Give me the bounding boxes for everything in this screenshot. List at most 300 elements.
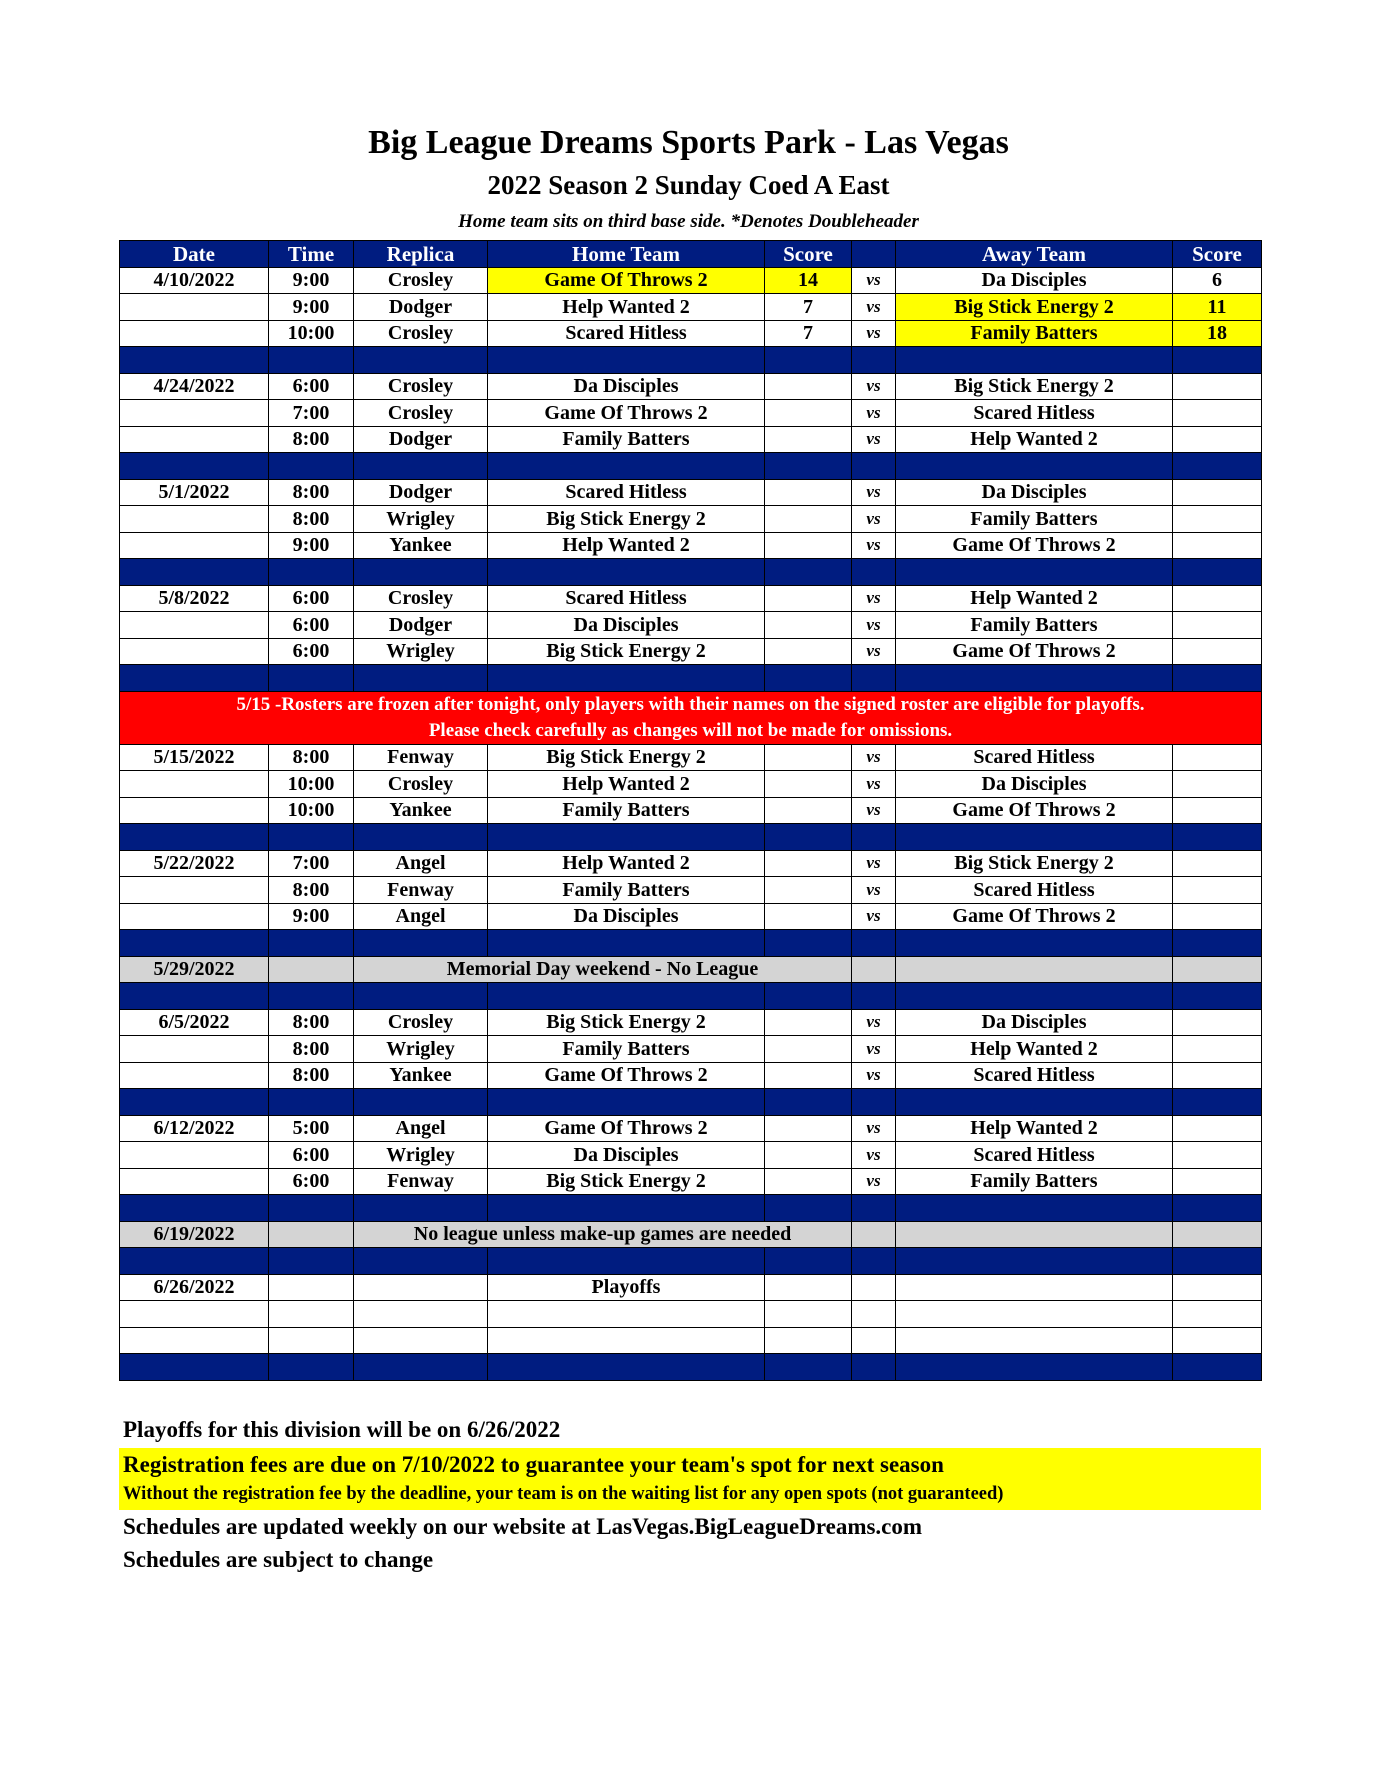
separator-cell xyxy=(852,1195,896,1222)
home-score-cell: 14 xyxy=(765,267,852,294)
game-row xyxy=(120,1115,1262,1142)
home-team-cell: Help Wanted 2 xyxy=(488,294,765,321)
time-cell: 8:00 xyxy=(269,1062,354,1089)
separator-cell xyxy=(269,1089,354,1116)
separator-cell xyxy=(354,1354,488,1381)
date-cell: 5/22/2022 xyxy=(120,850,269,877)
replica-field-cell: Wrigley xyxy=(354,506,488,533)
date-cell xyxy=(120,1062,269,1089)
separator-cell xyxy=(488,1195,765,1222)
separator-cell xyxy=(488,930,765,957)
vs-cell: vs xyxy=(852,1142,896,1169)
vs-cell: vs xyxy=(852,877,896,904)
separator-row xyxy=(120,983,1262,1010)
away-team-cell: Scared Hitless xyxy=(896,877,1173,904)
roster-alert-row xyxy=(120,691,1262,744)
date-cell xyxy=(120,506,269,533)
home-score-cell xyxy=(765,1036,852,1063)
vs-cell: vs xyxy=(852,426,896,453)
date-cell: 5/29/2022 xyxy=(120,956,269,983)
separator-cell xyxy=(269,930,354,957)
game-row xyxy=(120,373,1262,400)
home-score-cell xyxy=(765,506,852,533)
home-team-cell: Game Of Throws 2 xyxy=(488,1062,765,1089)
date-cell: 4/24/2022 xyxy=(120,373,269,400)
separator-cell xyxy=(269,559,354,586)
date-cell xyxy=(120,638,269,665)
separator-cell xyxy=(765,983,852,1010)
page-subtitle: 2022 Season 2 Sunday Coed A East xyxy=(487,170,890,200)
separator-cell xyxy=(765,1089,852,1116)
separator-cell xyxy=(896,665,1173,692)
date-cell xyxy=(120,320,269,347)
roster-alert-line: 5/15 -Rosters are frozen after tonight, only players with their names on the signed roster are eligible for playoffs. xyxy=(236,693,1145,715)
separator-cell xyxy=(354,347,488,374)
home-team-cell: Family Batters xyxy=(488,877,765,904)
replica-field-cell: Angel xyxy=(354,1115,488,1142)
separator-cell xyxy=(488,453,765,480)
separator-cell xyxy=(896,1248,1173,1275)
time-cell: 6:00 xyxy=(269,373,354,400)
away-score-cell xyxy=(1173,1301,1262,1328)
home-team-cell: Da Disciples xyxy=(488,1142,765,1169)
home-team-cell: Family Batters xyxy=(488,797,765,824)
home-score-cell xyxy=(765,1009,852,1036)
home-team-cell: Big Stick Energy 2 xyxy=(488,744,765,771)
game-row xyxy=(120,1036,1262,1063)
separator-cell xyxy=(1173,1089,1262,1116)
replica-field-cell: Yankee xyxy=(354,1062,488,1089)
date-cell xyxy=(120,903,269,930)
date-cell xyxy=(120,1327,269,1354)
away-team-cell: Big Stick Energy 2 xyxy=(896,373,1173,400)
separator-row xyxy=(120,1354,1262,1381)
separator-cell xyxy=(852,1248,896,1275)
separator-cell xyxy=(852,1089,896,1116)
separator-cell xyxy=(1173,453,1262,480)
no-league-note: No league unless make-up games are needed xyxy=(354,1221,852,1248)
separator-row xyxy=(120,824,1262,851)
col-header-home-score: Score xyxy=(765,241,852,268)
separator-cell xyxy=(488,824,765,851)
separator-cell xyxy=(120,559,269,586)
vs-cell: vs xyxy=(852,532,896,559)
separator-cell xyxy=(765,665,852,692)
separator-cell xyxy=(852,665,896,692)
date-cell xyxy=(120,877,269,904)
replica-field-cell: Fenway xyxy=(354,877,488,904)
replica-field-cell: Wrigley xyxy=(354,1142,488,1169)
separator-row xyxy=(120,1089,1262,1116)
away-team-cell: Game Of Throws 2 xyxy=(896,638,1173,665)
table-header-row xyxy=(120,241,1262,268)
replica-field-cell xyxy=(354,1327,488,1354)
replica-field-cell: Dodger xyxy=(354,612,488,639)
separator-cell xyxy=(765,453,852,480)
home-team-cell: Big Stick Energy 2 xyxy=(488,638,765,665)
separator-cell xyxy=(269,824,354,851)
date-cell xyxy=(120,1036,269,1063)
replica-field-cell: Crosley xyxy=(354,1009,488,1036)
separator-cell xyxy=(765,824,852,851)
vs-cell xyxy=(852,1301,896,1328)
away-score-cell xyxy=(1173,1327,1262,1354)
separator-cell xyxy=(120,930,269,957)
separator-cell xyxy=(269,1248,354,1275)
home-team-cell: Family Batters xyxy=(488,1036,765,1063)
home-score-cell xyxy=(765,426,852,453)
time-cell xyxy=(269,1274,354,1301)
time-cell: 8:00 xyxy=(269,744,354,771)
separator-cell xyxy=(120,1354,269,1381)
separator-cell xyxy=(354,1248,488,1275)
playoffs-note: Playoffs for this division will be on 6/26/2022 xyxy=(123,1417,561,1442)
separator-cell xyxy=(120,1248,269,1275)
date-cell: 5/15/2022 xyxy=(120,744,269,771)
time-cell: 9:00 xyxy=(269,267,354,294)
vs-cell: vs xyxy=(852,479,896,506)
away-score-cell xyxy=(1173,1168,1262,1195)
date-cell xyxy=(120,612,269,639)
home-score-cell xyxy=(765,877,852,904)
vs-cell: vs xyxy=(852,797,896,824)
replica-field-cell: Yankee xyxy=(354,532,488,559)
vs-cell: vs xyxy=(852,1036,896,1063)
away-team-cell: Family Batters xyxy=(896,506,1173,533)
replica-field-cell xyxy=(354,1274,488,1301)
away-score-cell xyxy=(1173,1274,1262,1301)
vs-cell: vs xyxy=(852,320,896,347)
away-score-cell xyxy=(1173,1115,1262,1142)
separator-cell xyxy=(269,1354,354,1381)
schedule-table xyxy=(119,240,1262,1381)
separator-cell xyxy=(488,559,765,586)
separator-cell xyxy=(354,559,488,586)
replica-field-cell: Fenway xyxy=(354,1168,488,1195)
away-team-cell xyxy=(896,1221,1173,1248)
separator-cell xyxy=(852,930,896,957)
col-header-time: Time xyxy=(269,241,354,268)
col-header-home-team: Home Team xyxy=(488,241,765,268)
home-team-cell xyxy=(488,1301,765,1328)
separator-cell xyxy=(488,1089,765,1116)
vs-cell: vs xyxy=(852,1168,896,1195)
away-score-cell xyxy=(1173,744,1262,771)
game-row xyxy=(120,903,1262,930)
replica-field-cell: Angel xyxy=(354,850,488,877)
away-score-cell: 6 xyxy=(1173,267,1262,294)
away-team-cell: Family Batters xyxy=(896,320,1173,347)
home-team-cell: Da Disciples xyxy=(488,612,765,639)
separator-cell xyxy=(896,1354,1173,1381)
date-cell xyxy=(120,771,269,798)
separator-cell xyxy=(120,983,269,1010)
time-cell: 9:00 xyxy=(269,532,354,559)
time-cell: 10:00 xyxy=(269,320,354,347)
away-score-cell xyxy=(1173,612,1262,639)
away-team-cell xyxy=(896,1327,1173,1354)
separator-cell xyxy=(488,983,765,1010)
away-team-cell: Big Stick Energy 2 xyxy=(896,294,1173,321)
game-row xyxy=(120,426,1262,453)
separator-cell xyxy=(354,453,488,480)
away-score-cell xyxy=(1173,877,1262,904)
away-team-cell: Family Batters xyxy=(896,1168,1173,1195)
home-team-cell: Scared Hitless xyxy=(488,585,765,612)
separator-cell xyxy=(354,930,488,957)
separator-cell xyxy=(120,1195,269,1222)
vs-cell: vs xyxy=(852,903,896,930)
game-row xyxy=(120,744,1262,771)
separator-cell xyxy=(852,1354,896,1381)
home-team-cell: Big Stick Energy 2 xyxy=(488,1168,765,1195)
separator-cell xyxy=(488,347,765,374)
home-team-cell: Da Disciples xyxy=(488,373,765,400)
home-score-cell xyxy=(765,400,852,427)
time-cell: 10:00 xyxy=(269,797,354,824)
away-team-cell: Game Of Throws 2 xyxy=(896,797,1173,824)
home-team-cell: Help Wanted 2 xyxy=(488,532,765,559)
away-score-cell xyxy=(1173,903,1262,930)
separator-cell xyxy=(852,983,896,1010)
date-cell: 6/5/2022 xyxy=(120,1009,269,1036)
time-cell: 6:00 xyxy=(269,638,354,665)
home-team-cell: Playoffs xyxy=(488,1274,765,1301)
separator-cell xyxy=(120,347,269,374)
game-row xyxy=(120,1009,1262,1036)
separator-cell xyxy=(269,983,354,1010)
separator-cell xyxy=(896,930,1173,957)
separator-cell xyxy=(1173,1248,1262,1275)
home-score-cell xyxy=(765,373,852,400)
away-score-cell xyxy=(1173,956,1262,983)
home-score-cell xyxy=(765,585,852,612)
time-cell: 7:00 xyxy=(269,400,354,427)
time-cell: 6:00 xyxy=(269,1142,354,1169)
separator-row xyxy=(120,930,1262,957)
separator-cell xyxy=(269,347,354,374)
no-league-row xyxy=(120,1221,1262,1248)
separator-row xyxy=(120,347,1262,374)
separator-cell xyxy=(488,665,765,692)
game-row xyxy=(120,267,1262,294)
separator-cell xyxy=(765,1248,852,1275)
separator-cell xyxy=(896,1089,1173,1116)
home-team-cell: Big Stick Energy 2 xyxy=(488,1009,765,1036)
separator-cell xyxy=(1173,347,1262,374)
date-cell xyxy=(120,1301,269,1328)
home-score-cell xyxy=(765,797,852,824)
separator-cell xyxy=(354,1089,488,1116)
date-cell xyxy=(120,426,269,453)
home-score-cell xyxy=(765,1062,852,1089)
separator-row xyxy=(120,1248,1262,1275)
page-title: Big League Dreams Sports Park - Las Vegas xyxy=(368,124,1009,161)
vs-cell: vs xyxy=(852,1009,896,1036)
separator-cell xyxy=(765,1195,852,1222)
away-team-cell: Da Disciples xyxy=(896,771,1173,798)
separator-cell xyxy=(765,347,852,374)
separator-cell xyxy=(852,559,896,586)
game-row xyxy=(120,877,1262,904)
time-cell: 8:00 xyxy=(269,877,354,904)
col-header-away-score: Score xyxy=(1173,241,1262,268)
game-row xyxy=(120,1327,1262,1354)
home-team-cell: Scared Hitless xyxy=(488,479,765,506)
date-cell: 6/26/2022 xyxy=(120,1274,269,1301)
home-score-cell xyxy=(765,744,852,771)
away-score-cell xyxy=(1173,638,1262,665)
change-note: Schedules are subject to change xyxy=(123,1547,434,1572)
home-team-cell: Game Of Throws 2 xyxy=(488,267,765,294)
header-note: Home team sits on third base side. *Denotes Doubleheader xyxy=(458,211,919,232)
away-team-cell: Help Wanted 2 xyxy=(896,1036,1173,1063)
col-header-vs xyxy=(852,241,896,268)
replica-field-cell: Angel xyxy=(354,903,488,930)
registration-note: Registration fees are due on 7/10/2022 to guarantee your team's spot for next season xyxy=(123,1452,944,1477)
separator-cell xyxy=(1173,559,1262,586)
away-score-cell xyxy=(1173,532,1262,559)
away-score-cell: 18 xyxy=(1173,320,1262,347)
vs-cell: vs xyxy=(852,267,896,294)
no-league-note: Memorial Day weekend - No League xyxy=(354,956,852,983)
home-score-cell xyxy=(765,1142,852,1169)
separator-cell xyxy=(852,453,896,480)
separator-cell xyxy=(765,1354,852,1381)
home-score-cell xyxy=(765,771,852,798)
website-note: Schedules are updated weekly on our website at LasVegas.BigLeagueDreams.com xyxy=(123,1514,923,1539)
home-team-cell: Da Disciples xyxy=(488,903,765,930)
replica-field-cell: Yankee xyxy=(354,797,488,824)
separator-cell xyxy=(354,983,488,1010)
replica-field-cell: Crosley xyxy=(354,373,488,400)
col-header-replica: Replica xyxy=(354,241,488,268)
time-cell: 9:00 xyxy=(269,903,354,930)
away-team-cell: Big Stick Energy 2 xyxy=(896,850,1173,877)
vs-cell: vs xyxy=(852,400,896,427)
separator-cell xyxy=(1173,1354,1262,1381)
vs-cell: vs xyxy=(852,850,896,877)
home-score-cell xyxy=(765,532,852,559)
separator-cell xyxy=(354,824,488,851)
away-score-cell xyxy=(1173,1142,1262,1169)
separator-cell xyxy=(1173,1195,1262,1222)
time-cell: 8:00 xyxy=(269,1009,354,1036)
no-league-row xyxy=(120,956,1262,983)
time-cell: 5:00 xyxy=(269,1115,354,1142)
time-cell: 8:00 xyxy=(269,506,354,533)
home-score-cell xyxy=(765,1274,852,1301)
away-team-cell: Help Wanted 2 xyxy=(896,585,1173,612)
game-row xyxy=(120,400,1262,427)
vs-cell xyxy=(852,956,896,983)
away-score-cell: 11 xyxy=(1173,294,1262,321)
away-team-cell: Scared Hitless xyxy=(896,400,1173,427)
game-row xyxy=(120,294,1262,321)
roster-alert-line: Please check carefully as changes will not be made for omissions. xyxy=(428,719,953,741)
replica-field-cell: Dodger xyxy=(354,479,488,506)
game-row xyxy=(120,506,1262,533)
date-cell xyxy=(120,1142,269,1169)
away-score-cell xyxy=(1173,479,1262,506)
date-cell: 5/1/2022 xyxy=(120,479,269,506)
away-team-cell: Da Disciples xyxy=(896,1009,1173,1036)
date-cell: 4/10/2022 xyxy=(120,267,269,294)
time-cell: 6:00 xyxy=(269,585,354,612)
away-team-cell: Scared Hitless xyxy=(896,1062,1173,1089)
vs-cell: vs xyxy=(852,585,896,612)
home-team-cell: Help Wanted 2 xyxy=(488,771,765,798)
home-team-cell: Family Batters xyxy=(488,426,765,453)
home-score-cell xyxy=(765,1115,852,1142)
away-team-cell xyxy=(896,1301,1173,1328)
separator-cell xyxy=(354,1195,488,1222)
replica-field-cell: Crosley xyxy=(354,320,488,347)
away-score-cell xyxy=(1173,400,1262,427)
vs-cell xyxy=(852,1274,896,1301)
home-team-cell: Game Of Throws 2 xyxy=(488,400,765,427)
away-team-cell: Family Batters xyxy=(896,612,1173,639)
date-cell xyxy=(120,797,269,824)
replica-field-cell: Fenway xyxy=(354,744,488,771)
separator-cell xyxy=(896,983,1173,1010)
separator-row xyxy=(120,453,1262,480)
game-row xyxy=(120,797,1262,824)
home-team-cell: Help Wanted 2 xyxy=(488,850,765,877)
separator-cell xyxy=(120,665,269,692)
home-score-cell xyxy=(765,612,852,639)
separator-cell xyxy=(488,1248,765,1275)
game-row xyxy=(120,1168,1262,1195)
game-row xyxy=(120,532,1262,559)
home-score-cell xyxy=(765,479,852,506)
game-row xyxy=(120,1142,1262,1169)
vs-cell: vs xyxy=(852,294,896,321)
vs-cell: vs xyxy=(852,744,896,771)
separator-cell xyxy=(765,559,852,586)
away-score-cell xyxy=(1173,426,1262,453)
home-team-cell: Big Stick Energy 2 xyxy=(488,506,765,533)
replica-field-cell: Dodger xyxy=(354,294,488,321)
replica-field-cell xyxy=(354,1301,488,1328)
replica-field-cell: Crosley xyxy=(354,267,488,294)
away-team-cell: Game Of Throws 2 xyxy=(896,532,1173,559)
away-team-cell: Game Of Throws 2 xyxy=(896,903,1173,930)
time-cell: 7:00 xyxy=(269,850,354,877)
away-score-cell xyxy=(1173,373,1262,400)
away-team-cell: Da Disciples xyxy=(896,267,1173,294)
separator-cell xyxy=(488,1354,765,1381)
away-team-cell xyxy=(896,956,1173,983)
away-team-cell: Da Disciples xyxy=(896,479,1173,506)
home-team-cell: Game Of Throws 2 xyxy=(488,1115,765,1142)
home-team-cell: Scared Hitless xyxy=(488,320,765,347)
separator-cell xyxy=(120,1089,269,1116)
date-cell: 6/12/2022 xyxy=(120,1115,269,1142)
home-score-cell xyxy=(765,1168,852,1195)
date-cell xyxy=(120,294,269,321)
time-cell xyxy=(269,1221,354,1248)
away-score-cell xyxy=(1173,797,1262,824)
home-score-cell xyxy=(765,850,852,877)
vs-cell: vs xyxy=(852,1115,896,1142)
separator-row xyxy=(120,1195,1262,1222)
replica-field-cell: Wrigley xyxy=(354,1036,488,1063)
replica-field-cell: Crosley xyxy=(354,400,488,427)
away-score-cell xyxy=(1173,771,1262,798)
separator-row xyxy=(120,665,1262,692)
time-cell xyxy=(269,1327,354,1354)
